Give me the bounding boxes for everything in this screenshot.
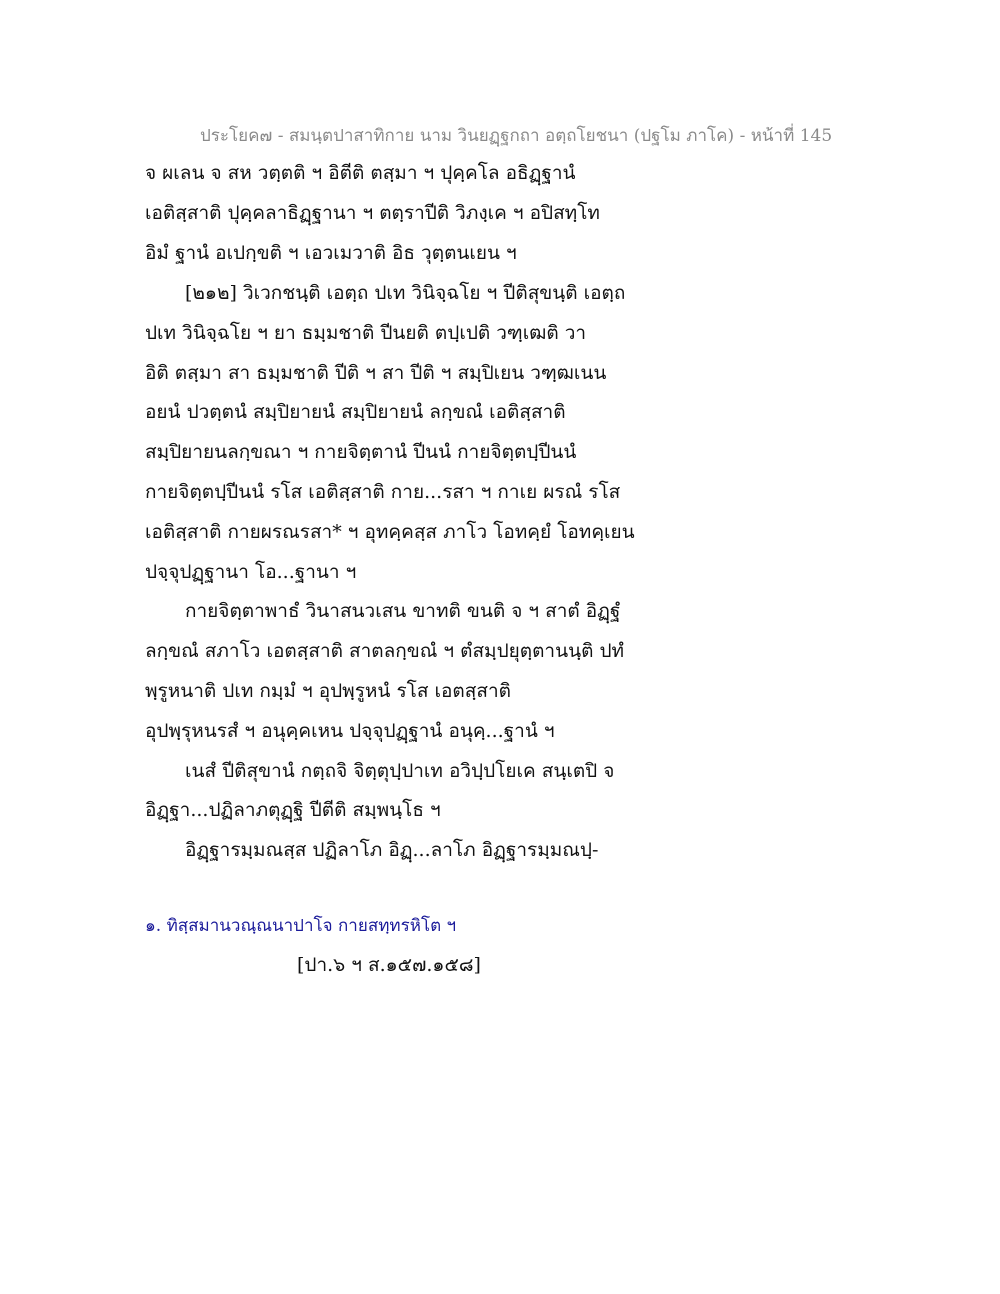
text-line: เอติสฺสาติ กายผรณรสา* ฯ อุทคฺคสฺส ภาโว โอทคฺยํ โอทคฺเยน [145, 521, 635, 543]
text-line: อิฏฺฐา...ปฏิลาภตุฏฺฐิ ปีตีติ สมฺพนฺโธ ฯ [145, 799, 441, 821]
paragraph-start-line: เนสํ ปีติสุขานํ กตฺถจิ จิตฺตุปฺปาเท อวิปฺปโยเค สนฺเตปิ จ [185, 760, 615, 782]
text-line: เอติสฺสาติ ปุคฺคลาธิฏฺฐานา ฯ ตตฺราปีติ วิภงฺเค ฯ อปิสทฺโท [145, 202, 600, 224]
page-header: ประโยค๗ - สมนฺตปาสาทิกาย นาม วินยฏฺฐกถา อตฺถโยชนา (ปฐโม ภาโค) - หน้าที่ 145 [200, 126, 833, 146]
text-line: อยนํ ปวตฺตนํ สมฺปิยายนํ สมฺปิยายนํ ลกฺขณํ เอติสฺสาติ [145, 401, 566, 423]
paragraph-start-line: กายจิตฺตาพาธํ วินาสนวเสน ขาทติ ขนติ จ ฯ สาตํ อิฏฺฐํ [185, 600, 621, 622]
text-line: ลกฺขณํ สภาโว เอตสฺสาติ สาตลกฺขณํ ฯ ตํสมฺปยุตฺตานนฺติ ปทํ [145, 640, 625, 662]
text-line: อุปพฺรุหนรสํ ฯ อนุคฺคเหน ปจฺจุปฏฺฐานํ อนุคฺ...ฐานํ ฯ [145, 720, 555, 742]
text-line: ปเท วินิจฺฉโย ฯ ยา ธมฺมชาติ ปีนยติ ตปฺเปติ วฑฺเฒติ วา [145, 322, 587, 344]
footnote: ๑. ทิสฺสมานวณฺณนาปาโจ กายสทฺทรหิโต ฯ [145, 916, 457, 936]
text-line: กายจิตฺตปฺปีนนํ รโส เอติสฺสาติ กาย...รสา ฯ กาเย ผรณํ รโส [145, 481, 621, 503]
text-line: อิติ ตสฺมา สา ธมฺมชาติ ปีติ ฯ สา ปีติ ฯ สมฺปิเยน วฑฺฒเนน [145, 362, 607, 384]
text-line: จ ผเลน จ สห วตฺตติ ฯ อิตีติ ตสฺมา ฯ ปุคฺคโล อธิฏฺฐานํ [145, 162, 576, 184]
text-line: อิมํ ฐานํ อเปกฺขติ ฯ เอวเมวาติ อิธ วุตฺตนเยน ฯ [145, 242, 517, 264]
text-line: ปจฺจุปฏฺฐานา โอ...ฐานา ฯ [145, 561, 357, 583]
paragraph-start-line: อิฏฺฐารมฺมณสฺส ปฏิลาโภ อิฏฺ...ลาโภ อิฏฺฐารมฺมณปฺ- [185, 839, 599, 861]
source-reference: [ปา.๖ ฯ ส.๑๕๗.๑๕๘] [297, 954, 481, 976]
text-line: พฺรูหนาติ ปเท กมฺมํ ฯ อุปพฺรูหนํ รโส เอตสฺสาติ [145, 680, 511, 702]
paragraph-start-line: [๒๑๒] วิเวกชนฺติ เอตฺถ ปเท วินิจฺฉโย ฯ ปีติสุขนฺติ เอตฺถ [185, 282, 626, 304]
text-line: สมฺปิยายนลกฺขณา ฯ กายจิตฺตานํ ปีนนํ กายจิตฺตปฺปีนนํ [145, 441, 577, 463]
